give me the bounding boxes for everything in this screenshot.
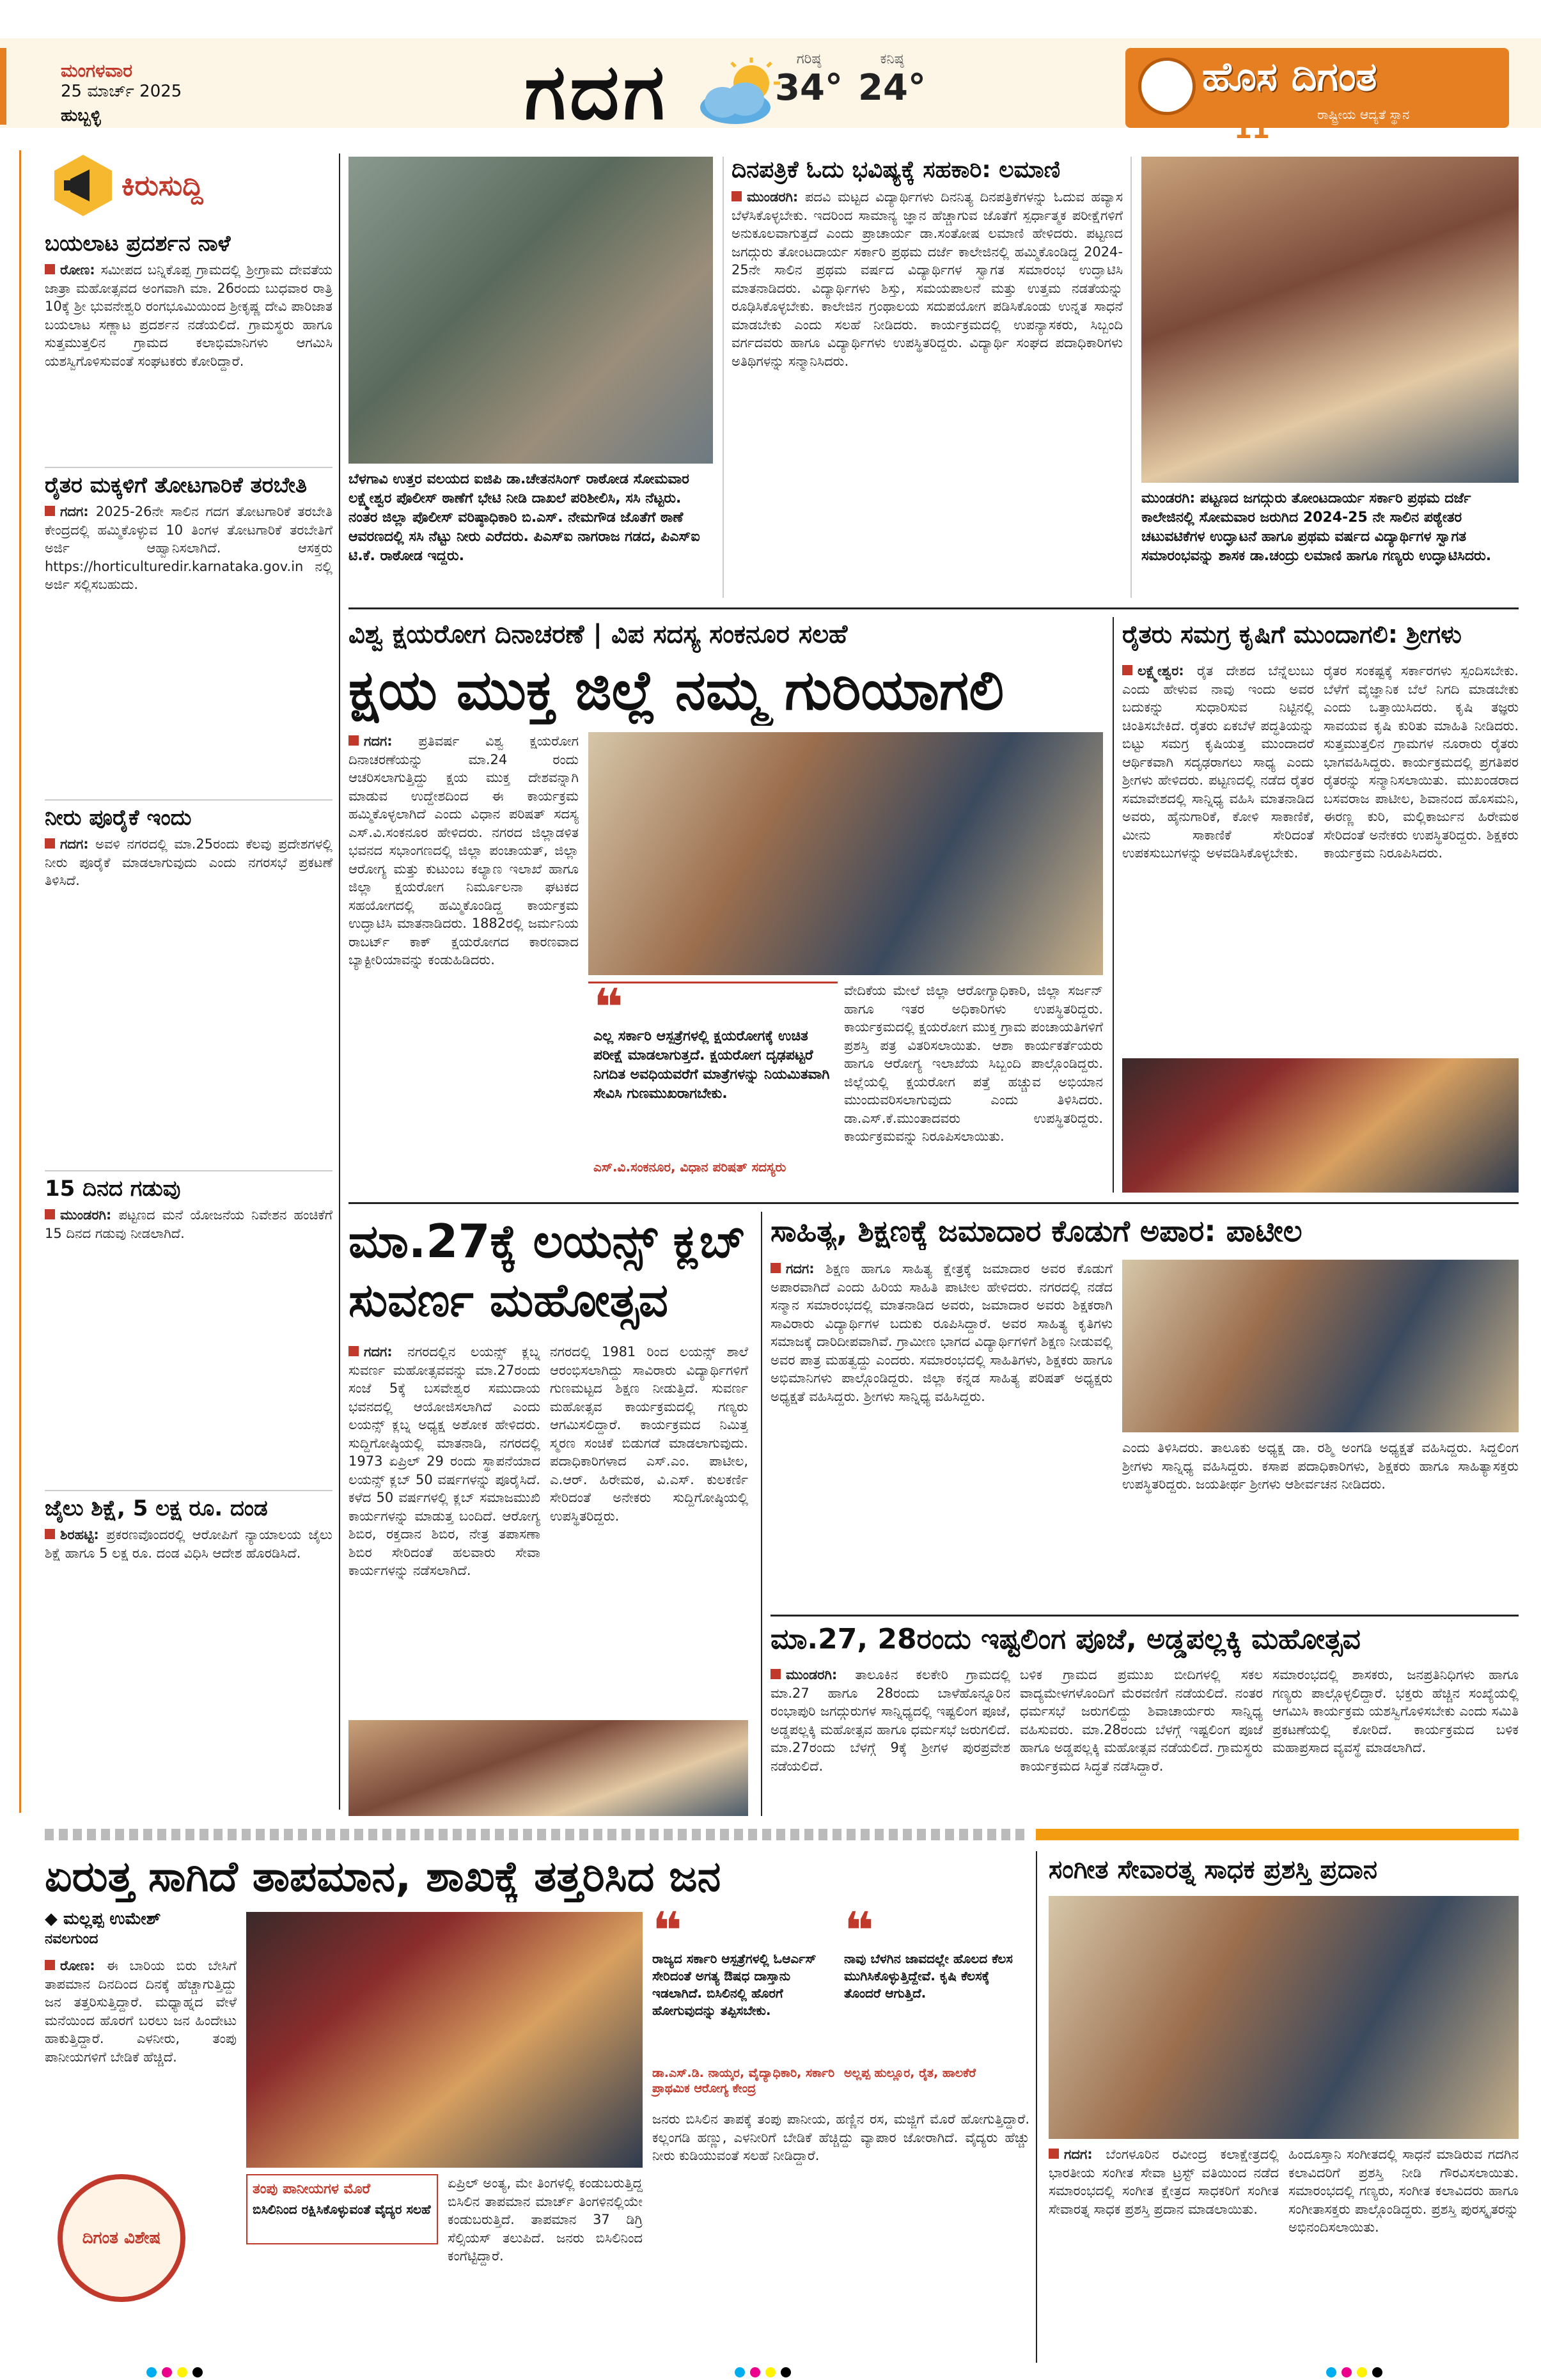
section-divider-stripe xyxy=(45,1829,1029,1840)
sidebar-item xyxy=(45,1170,332,1490)
section-rule xyxy=(348,1202,1519,1204)
dateline: ಗದಗ: xyxy=(1064,2147,1093,2162)
heat-tips-box xyxy=(246,2174,438,2244)
temp-max-value: 34° xyxy=(775,67,843,109)
sahitya-body-text: ಶಿಕ್ಷಣ ಹಾಗೂ ಸಾಹಿತ್ಯ ಕ್ಷೇತ್ರಕ್ಕೆ ಜಮಾದಾರ ಅವರ ಕೊಡುಗೆ ಅಪಾರವಾಗಿದೆ ಎಂದು ಹಿರಿಯ ಸಾಹಿತಿ ಪಾಟೀಲ ಹೇಳಿದರು. ನಗರದಲ್ಲಿ ನಡೆದ ಸನ್ಮಾನ ಸಮಾರಂಭದಲ್ಲಿ ಮಾತನಾಡಿದ ಅವರು, ಜಮಾದಾರ ಅವರು ಶಿಕ್ಷಕರಾಗಿ ಸಾವಿರಾರು ವಿದ್ಯಾರ್ಥಿಗಳ ಬದುಕು ರೂಪಿಸಿದ್ದಾರೆ. ಅವರ ಸಾಹಿತ್ಯ ಕೃತಿಗಳು ಸಮಾಜಕ್ಕೆ ದಾರಿದೀಪವಾಗಿವೆ. ಗ್ರಾಮೀಣ ಭಾಗದ ವಿದ್ಯಾರ್ಥಿಗಳಿಗೆ ಶಿಕ್ಷಣ ನೀಡುವಲ್ಲಿ ಅವರ ಪಾತ್ರ ಮಹತ್ವದ್ದು ಎಂದರು. ಸಮಾರಂಭದಲ್ಲಿ ಸಾಹಿತಿಗಳು, ಶಿಕ್ಷಕರು ಹಾಗೂ ಅಭಿಮಾನಿಗಳು ಪಾಲ್ಗೊಂಡಿದ್ದರು. ಜಿಲ್ಲಾ ಕನ್ನಡ ಸಾಹಿತ್ಯ ಪರಿಷತ್ ಅಧ್ಯಕ್ಷರು ಅಧ್ಯಕ್ಷತೆ ವಹಿಸಿದ್ದರು. ಶ್ರೀಗಳು ಸಾನ್ನಿಧ್ಯ ವಹಿಸಿದ್ದರು. xyxy=(770,1261,1113,1404)
bullet-icon xyxy=(45,1529,55,1539)
sidebar-item-title: ಬಯಲಾಟ ಪ್ರದರ್ಶನ ನಾಳೆ xyxy=(45,231,231,256)
sidebar-item-body: ಸಮೀಪದ ಬನ್ನಿಕೊಪ್ಪ ಗ್ರಾಮದಲ್ಲಿ ಶ್ರೀಗ್ರಾಮ ದೇವತೆಯ ಜಾತ್ರಾ ಮಹೋತ್ಸವದ ಅಂಗವಾಗಿ ಮಾ. 26ರಂದು ಬುಧವಾರ ರಾತ್ರಿ 10ಕ್ಕೆ ಶ್ರೀ ಭುವನೇಶ್ವರಿ ರಂಗಭೂಮಿಯಿಂದ ಶ್ರೀಕೃಷ್ಣ ದೇವಿ ಪಾರಿಜಾತ ಬಯಲಾಟ ಸಣ್ಣಾಟ ಪ್ರದರ್ಶನ ನಡೆಯಲಿದೆ. ಗ್ರಾಮಸ್ಥರು ಹಾಗೂ ಸುತ್ತಮುತ್ತಲಿನ ಗ್ರಾಮದ ಕಲಾಭಿಮಾನಿಗಳು ಆಗಮಿಸಿ ಯಶಸ್ವಿಗೊಳಿಸುವಂತೆ ಸಂಘಟಕರು ಕೋರಿದ್ದಾರೆ. xyxy=(45,262,332,369)
newspaper-reading-story xyxy=(723,157,1132,598)
lions-body: ನಗರದಲ್ಲಿನ ಲಯನ್ಸ್ ಕ್ಲಬ್ನ ಸುವರ್ಣ ಮಹೋತ್ಸವವನ್ನು ಮಾ.27ರಂದು ಸಂಜೆ 5ಕ್ಕೆ ಬಸವೇಶ್ವರ ಸಮುದಾಯ ಭವನದಲ್ಲಿ ಆಯೋಜಿಸಲಾಗಿದೆ ಎಂದು ಲಯನ್ಸ್ ಕ್ಲಬ್ನ ಅಧ್ಯಕ್ಷ ಅಶೋಕ ಹೇಳಿದರು. ಸುದ್ದಿಗೋಷ್ಠಿಯಲ್ಲಿ ಮಾತನಾಡಿ, ನಗರದಲ್ಲಿ 1973 ಏಪ್ರಿಲ್ 29 ರಂದು ಸ್ಥಾಪನೆಯಾದ ಲಯನ್ಸ್ ಕ್ಲಬ್ 50 ವರ್ಷಗಳನ್ನು ಪೂರೈಸಿದೆ. ಕಳೆದ 50 ವರ್ಷಗಳಲ್ಲಿ ಕ್ಲಬ್ ಸಮಾಜಮುಖಿ ಕಾರ್ಯಗಳನ್ನು ಮಾಡುತ್ತ ಬಂದಿದೆ. ಆರೋಗ್ಯ ಶಿಬಿರ, ರಕ್ತದಾನ ಶಿಬಿರ, ನೇತ್ರ ತಪಾಸಣಾ ಶಿಬಿರ ಸೇರಿದಂತೆ ಹಲವಾರು ಸೇವಾ ಕಾರ್ಯಗಳನ್ನು ನಡೆಸಲಾಗಿದೆ. xyxy=(348,1344,540,1578)
bullet-icon xyxy=(1049,2149,1059,2159)
music-body: ಬೆಂಗಳೂರಿನ ರವೀಂದ್ರ ಕಲಾಕ್ಷೇತ್ರದಲ್ಲಿ ಭಾರತೀಯ ಸಂಗೀತ ಸೇವಾ ಟ್ರಸ್ಟ್ ವತಿಯಿಂದ ನಡೆದ ಸಮಾರಂಭದಲ್ಲಿ ಸಂಗೀತ ಕ್ಷೇತ್ರದ ಸಾಧಕರಿಗೆ ಸಂಗೀತ ಸೇವಾರತ್ನ ಸಾಧಕ ಪ್ರಶಸ್ತಿ ಪ್ರದಾನ ಮಾಡಲಾಯಿತು. xyxy=(1049,2147,1279,2217)
registration-marks-right xyxy=(1324,2367,1385,2376)
sidebar-item-body: ಪಟ್ಟಣದ ಮನೆ ಯೋಜನೆಯ ನಿವೇಶನ ಹಂಚಿಕೆಗೆ 15 ದಿನದ ಗಡುವು ನೀಡಲಾಗಿದೆ. xyxy=(45,1207,332,1241)
heat-quote-2 xyxy=(844,1901,1029,2104)
college-event-photo xyxy=(1141,157,1519,483)
dateline: ರೋಣ: xyxy=(60,262,95,278)
dateline: ಗದಗ: xyxy=(364,733,393,749)
sidebar-item-title: ಜೈಲು ಶಿಕ್ಷೆ, 5 ಲಕ್ಷ ರೂ. ದಂಡ xyxy=(45,1496,268,1521)
quote-author: ಅಲ್ಲಪ್ಪ ಹುಲ್ಲೂರ, ರೈತ, ಹಾಲಕೆರೆ xyxy=(844,2066,976,2080)
farm-body: ರೈತ ದೇಶದ ಬೆನ್ನೆಲುಬು ಎಂದು ಹೇಳುವ ನಾವು ಇಂದು ಅವರ ಬದುಕನ್ನು ಸುಧಾರಿಸುವ ನಿಟ್ಟಿನಲ್ಲಿ ಚಿಂತಿಸಬೇಕಿದೆ. ರೈತರು ಏಕಬೆಳೆ ಪದ್ಧತಿಯನ್ನು ಬಿಟ್ಟು ಸಮಗ್ರ ಕೃಷಿಯತ್ತ ಮುಂದಾದರೆ ಆರ್ಥಿಕವಾಗಿ ಸದೃಢರಾಗಲು ಸಾಧ್ಯ ಎಂದು ಶ್ರೀಗಳು ಹೇಳಿದರು. ಪಟ್ಟಣದಲ್ಲಿ ನಡೆದ ರೈತರ ಸಮಾವೇಶದಲ್ಲಿ ಸಾನ್ನಿಧ್ಯ ವಹಿಸಿ ಮಾತನಾಡಿದ ಅವರು, ಹೈನುಗಾರಿಕೆ, ಕೋಳಿ ಸಾಕಾಣಿಕೆ, ಮೀನು ಸಾಕಾಣಿಕೆ ಸೇರಿದಂತೆ ಉಪಕಸುಬುಗಳನ್ನು ಅಳವಡಿಸಿಕೊಳ್ಳಬೇಕು. xyxy=(1122,663,1314,861)
registration-marks-left xyxy=(144,2367,205,2376)
sidebar-item-body: ಅವಳಿ ನಗರದಲ್ಲಿ ಮಾ.25ರಂದು ಕೆಲವು ಪ್ರದೇಶಗಳಲ್ಲಿ ನೀರು ಪೂರೈಕೆ ಮಾಡಲಾಗುವುದು ಎಂದು ನಗರಸಭೆ ಪ್ರಕಟಣೆ ತಿಳಿಸಿದೆ. xyxy=(45,836,332,888)
dateline: ಮುಂಡರಗಿ: xyxy=(786,1667,838,1682)
music-body-col1 xyxy=(1049,2145,1279,2366)
page-number: 11 xyxy=(1234,115,1270,145)
tb-kicker: ವಿಶ್ವ ಕ್ಷಯರೋಗ ದಿನಾಚರಣೆ | ವಿಪ ಸದಸ್ಯ ಸಂಕನೂರ ಸಲಹೆ xyxy=(348,620,848,649)
lions-press-photo xyxy=(348,1720,748,1816)
ishta-body-col1 xyxy=(770,1666,1010,1813)
heat-body: ಈ ಬಾರಿಯ ಬಿರು ಬೇಸಿಗೆ ತಾಪಮಾನ ದಿನದಿಂದ ದಿನಕ್ಕೆ ಹೆಚ್ಚಾಗುತ್ತಿದ್ದು ಜನ ತತ್ತರಿಸುತ್ತಿದ್ದಾರೆ. ಮಧ್ಯಾಹ್ನದ ವೇಳೆ ಮನೆಯಿಂದ ಹೊರಗೆ ಬರಲು ಜನ ಹಿಂದೇಟು ಹಾಕುತ್ತಿದ್ದಾರೆ. ಎಳನೀರು, ತಂಪು ಪಾನೀಯಗಳಿಗೆ ಬೇಡಿಕೆ ಹೆಚ್ಚಿದೆ. xyxy=(45,1958,237,2065)
paper-name: ಹೊಸ ದಿಗಂತ xyxy=(1202,53,1377,100)
section-rule xyxy=(770,1615,1519,1617)
heat-body-col3: ಜನರು ಬಿಸಿಲಿನ ತಾಪಕ್ಕೆ ತಂಪು ಪಾನೀಯ, ಹಣ್ಣಿನ ರಸ, ಮಜ್ಜಿಗೆ ಮೊರೆ ಹೋಗುತ್ತಿದ್ದಾರೆ. ಕಲ್ಲಂಗಡಿ ಹಣ್ಣು, ಎಳನೀರಿಗೆ ಬೇಡಿಕೆ ಹೆಚ್ಚಿದ್ದು ವ್ಯಾಪಾರ ಜೋರಾಗಿದೆ. ವೈದ್ಯರು ಹೆಚ್ಚು ನೀರು ಕುಡಿಯುವಂತೆ ಸಲಹೆ ನೀಡಿದ್ದಾರೆ. xyxy=(652,2111,1029,2163)
megaphone-icon xyxy=(51,153,115,217)
dateline: ಗದಗ: xyxy=(364,1344,393,1359)
temp-max-label: ಗರಿಷ್ಠ xyxy=(796,51,822,67)
special-badge: ದಿಗಂತ ವಿಶೇಷ xyxy=(58,2174,185,2302)
partly-cloudy-icon xyxy=(691,58,786,128)
byline-name: ◆ ಮಲ್ಲಪ್ಪ ಉಮೇಶ್ xyxy=(45,1909,161,1929)
dateline: ಗದಗ: xyxy=(60,836,89,852)
heat-body-col2: ಏಪ್ರಿಲ್ ಅಂತ್ಯ, ಮೇ ತಿಂಗಳಲ್ಲಿ ಕಂಡುಬರುತ್ತಿದ್ದ ಬಿಸಿಲಿನ ತಾಪಮಾನ ಮಾರ್ಚ್ ತಿಂಗಳಿನಲ್ಲಿಯೇ ಕಂಡುಬರುತ್ತಿದೆ. ತಾಪಮಾನ 37 ಡಿಗ್ರಿ ಸೆಲ್ಸಿಯಸ್ ತಲುಪಿದೆ. ಜನರು ಬಿಸಿಲಿನಿಂದ ಕಂಗೆಟ್ಟಿದ್ದಾರೆ. xyxy=(448,2175,643,2264)
tips-title: ತಂಪು ಪಾನೀಯಗಳ ಮೊರೆ xyxy=(253,2181,371,2197)
tb-body-col3: ವೇದಿಕೆಯ ಮೇಲೆ ಜಿಲ್ಲಾ ಆರೋಗ್ಯಾಧಿಕಾರಿ, ಜಿಲ್ಲಾ ಸರ್ಜನ್ ಹಾಗೂ ಇತರ ಅಧಿಕಾರಿಗಳು ಉಪಸ್ಥಿತರಿದ್ದರು. ಕಾರ್ಯಕ್ರಮದಲ್ಲಿ ಕ್ಷಯರೋಗ ಮುಕ್ತ ಗ್ರಾಮ ಪಂಚಾಯತಿಗಳಿಗೆ ಪ್ರಶಸ್ತಿ ಪತ್ರ ವಿತರಿಸಲಾಯಿತು. ಆಶಾ ಕಾರ್ಯಕರ್ತೆಯರು ಹಾಗೂ ಆರೋಗ್ಯ ಇಲಾಖೆಯ ಸಿಬ್ಬಂದಿ ಪಾಲ್ಗೊಂಡಿದ್ದರು. ಜಿಲ್ಲೆಯಲ್ಲಿ ಕ್ಷಯರೋಗ ಪತ್ತೆ ಹಚ್ಚುವ ಅಭಿಯಾನ ಮುಂದುವರಿಸಲಾಗುವುದು ಎಂದು ತಿಳಿಸಿದರು. ಡಾ.ಎಸ್.ಕೆ.ಮುಂತಾದವರು ಉಪಸ್ಥಿತರಿದ್ದರು. ಕಾರ್ಯಕ್ರಮವನ್ನು ನಿರೂಪಿಸಲಾಯಿತು. xyxy=(844,983,1103,1144)
dateline: ರೋಣ: xyxy=(60,1958,95,1973)
tb-body: ಪ್ರತಿವರ್ಷ ವಿಶ್ವ ಕ್ಷಯರೋಗ ದಿನಾಚರಣೆಯನ್ನು ಮಾ.24 ರಂದು ಆಚರಿಸಲಾಗುತ್ತಿದ್ದು ಕ್ಷಯ ಮುಕ್ತ ದೇಶವನ್ನಾಗಿ ಮಾಡುವ ಉದ್ದೇಶದಿಂದ ಈ ಕಾರ್ಯಕ್ರಮ ಹಮ್ಮಿಕೊಳ್ಳಲಾಗಿದೆ ಎಂದು ವಿಧಾನ ಪರಿಷತ್ ಸದಸ್ಯ ಎಸ್.ವಿ.ಸಂಕನೂರ ಹೇಳಿದರು. ನಗರದ ಜಿಲ್ಲಾಡಳಿತ ಭವನದ ಸಭಾಂಗಣದಲ್ಲಿ ಜಿಲ್ಲಾ ಪಂಚಾಯತ್, ಜಿಲ್ಲಾ ಆರೋಗ್ಯ ಮತ್ತು ಕುಟುಂಬ ಕಲ್ಯಾಣ ಇಲಾಖೆ ಹಾಗೂ ಜಿಲ್ಲಾ ಕ್ಷಯರೋಗ ನಿರ್ಮೂಲನಾ ಘಟಕದ ಸಹಯೋಗದಲ್ಲಿ ಹಮ್ಮಿಕೊಂಡಿದ್ದ ಕಾರ್ಯಕ್ರಮ ಉದ್ಘಾಟಿಸಿ ಮಾತನಾಡಿದರು. 1882ರಲ್ಲಿ ಜರ್ಮನಿಯ ರಾಬರ್ಟ್ ಕಾಕ್ ಕ್ಷಯರೋಗದ ಕಾರಣವಾದ ಬ್ಯಾಕ್ಟೀರಿಯಾವನ್ನು ಕಂಡುಹಿಡಿದರು. xyxy=(348,733,579,967)
bullet-icon xyxy=(1122,665,1132,675)
dateline: ಗದಗ: xyxy=(786,1261,815,1276)
column-rule xyxy=(339,153,340,1810)
tb-quote-author: ಎಸ್.ವಿ.ಸಂಕನೂರ, ವಿಧಾನ ಪರಿಷತ್ ಸದಸ್ಯರು xyxy=(593,1159,786,1175)
bullet-icon xyxy=(45,506,55,516)
bullet-icon xyxy=(348,735,359,746)
sidebar-item xyxy=(45,1490,332,1797)
sidebar-news xyxy=(45,230,332,1803)
tb-body-col1 xyxy=(348,732,579,1193)
farm-body-col1 xyxy=(1122,662,1314,1052)
registration-marks-center xyxy=(732,2367,794,2376)
sidebar-item-body: ಪ್ರಕರಣವೊಂದರಲ್ಲಿ ಆರೋಪಿಗೆ ನ್ಯಾಯಾಲಯ ಜೈಲು ಶಿಕ್ಷೆ ಹಾಗೂ 5 ಲಕ್ಷ ರೂ. ದಂಡ ವಿಧಿಸಿ ಆದೇಶ ಹೊರಡಿಸಿದೆ. xyxy=(45,1527,332,1561)
tb-quote-box xyxy=(588,978,838,1193)
sidebar-item xyxy=(45,230,332,467)
music-award-photo xyxy=(1049,1896,1519,2139)
quote-icon: ❝ xyxy=(652,1901,682,1961)
paper-tagline: ರಾಷ್ಟ್ರೀಯ ಆದ್ಯತೆ ಸ್ಥಾನ xyxy=(1317,107,1410,122)
tb-event-photo xyxy=(588,732,1103,975)
dateline: ಗದಗ: xyxy=(60,504,89,519)
dateline: ಮುಂಡರಗಿ: xyxy=(60,1207,112,1223)
edition-title: ಗದಗ xyxy=(524,48,669,137)
ishta-body-col2: ಬಳಿಕ ಗ್ರಾಮದ ಪ್ರಮುಖ ಬೀದಿಗಳಲ್ಲಿ ಸಕಲ ವಾದ್ಯಮೇಳಗಳೊಂದಿಗೆ ಮೆರವಣಿಗೆ ನಡೆಯಲಿದೆ. ನಂತರ ಧರ್ಮಸಭೆ ಜರುಗಲಿದ್ದು ಶಿವಾಚಾರ್ಯರು ಸಾನ್ನಿಧ್ಯ ವಹಿಸುವರು. ಮಾ.28ರಂದು ಬೆಳಗ್ಗೆ ಇಷ್ಟಲಿಂಗ ಪೂಜೆ ಹಾಗೂ ಅಡ್ಡಪಲ್ಲಕ್ಕಿ ಮಹೋತ್ಸವ ನಡೆಯಲಿದೆ. ಗ್ರಾಮಸ್ಥರು ಕಾರ್ಯಕ್ರಮದ ಸಿದ್ಧತೆ ನಡೆಸಿದ್ದಾರೆ. xyxy=(1020,1667,1263,1774)
sahitya-event-photo xyxy=(1122,1260,1519,1432)
section-divider-orange xyxy=(1036,1829,1519,1840)
quote-text: ರಾಜ್ಯದ ಸರ್ಕಾರಿ ಆಸ್ಪತ್ರೆಗಳಲ್ಲಿ ಓಆರ್ಎಸ್ ಸೇರಿದಂತೆ ಅಗತ್ಯ ಔಷಧ ದಾಸ್ತಾನು ಇಡಲಾಗಿದೆ. ಬಿಸಿಲಿನಲ್ಲಿ ಹೊರಗೆ ಹೋಗುವುದನ್ನು ತಪ್ಪಿಸಬೇಕು. xyxy=(652,1951,817,2018)
dateline: ಶಿರಹಟ್ಟಿ: xyxy=(60,1527,99,1542)
farm-body-col2: ರೈತರ ಸಂಕಷ್ಟಕ್ಕೆ ಸರ್ಕಾರಗಳು ಸ್ಪಂದಿಸಬೇಕು. ಬೆಳೆಗೆ ವೈಜ್ಞಾನಿಕ ಬೆಲೆ ನಿಗದಿ ಮಾಡಬೇಕು ಎಂದು ಒತ್ತಾಯಿಸಿದರು. ಕೃಷಿ ತಜ್ಞರು ಸಾವಯವ ಕೃಷಿ ಕುರಿತು ಮಾಹಿತಿ ನೀಡಿದರು. ಸುತ್ತಮುತ್ತಲಿನ ಗ್ರಾಮಗಳ ನೂರಾರು ರೈತರು ಭಾಗವಹಿಸಿದ್ದರು. ಕಾರ್ಯಕ್ರಮದಲ್ಲಿ ಪ್ರಗತಿಪರ ರೈತರನ್ನು ಸನ್ಮಾನಿಸಲಾಯಿತು. ಮುಖಂಡರಾದ ಬಸವರಾಜ ಪಾಟೀಲ, ಶಿವಾನಂದ ಹೊಸಮನಿ, ಈರಣ್ಣ ಕುರಿ, ಮಲ್ಲಿಕಾರ್ಜುನ ಹಿರೇಮಠ ಸೇರಿದಂತೆ ಅನೇಕರು ಉಪಸ್ಥಿತರಿದ್ದರು. ಶಿಕ್ಷಕರು ಕಾರ್ಯಕ್ರಮ ನಿರೂಪಿಸಿದರು. xyxy=(1324,663,1519,861)
bullet-icon xyxy=(770,1263,781,1273)
byline-place: ನವಲಗುಂದ xyxy=(45,1931,98,1947)
newspaper-logo xyxy=(1125,48,1509,128)
date-label: 25 ಮಾರ್ಚ್ 2025 xyxy=(61,82,182,101)
sidebar-item xyxy=(45,467,332,799)
story-body: ಪದವಿ ಮಟ್ಟದ ವಿದ್ಯಾರ್ಥಿಗಳು ದಿನನಿತ್ಯ ದಿನಪತ್ರಿಕೆಗಳನ್ನು ಓದುವ ಹವ್ಯಾಸ ಬೆಳೆಸಿಕೊಳ್ಳಬೇಕು. ಇದರಿಂದ ಸಾಮಾನ್ಯ ಜ್ಞಾನ ಹೆಚ್ಚಾಗುವ ಜೊತೆಗೆ ಸ್ಪರ್ಧಾತ್ಮಕ ಪರೀಕ್ಷೆಗಳಿಗೆ ಅನುಕೂಲವಾಗುತ್ತದೆ ಎಂದು ಪ್ರಾಚಾರ್ಯ ಡಾ.ಸಂತೋಷ ಲಮಾಣಿ ಹೇಳಿದರು. ಪಟ್ಟಣದ ಜಗದ್ಗುರು ತೋಂಟದಾರ್ಯ ಸರ್ಕಾರಿ ಪ್ರಥಮ ದರ್ಜೆ ಕಾಲೇಜಿನಲ್ಲಿ ಹಮ್ಮಿಕೊಂಡಿದ್ದ 2024-25ನೇ ಸಾಲಿನ ಪ್ರಥಮ ವರ್ಷದ ವಿದ್ಯಾರ್ಥಿಗಳ ಸ್ವಾಗತ ಸಮಾರಂಭ ಉದ್ಘಾಟಿಸಿ ಮಾತನಾಡಿದರು. ವಿದ್ಯಾರ್ಥಿಗಳು ಶಿಸ್ತು, ಸಮಯಪಾಲನೆ ಮತ್ತು ಉತ್ತಮ ನಡತೆಯನ್ನು ರೂಢಿಸಿಕೊಳ್ಳಬೇಕು. ಕಾಲೇಜಿನ ಗ್ರಂಥಾಲಯ ಸದುಪಯೋಗ ಪಡಿಸಿಕೊಂಡು ಉನ್ನತ ಸಾಧನೆ ಮಾಡಬೇಕು ಎಂದು ಸಲಹೆ ನೀಡಿದರು. ಕಾರ್ಯಕ್ರಮದಲ್ಲಿ ಉಪನ್ಯಾಸಕರು, ಸಿಬ್ಬಂದಿ ವರ್ಗದವರು ಹಾಗೂ ವಿದ್ಯಾರ್ಥಿಗಳು ಉಪಸ್ಥಿತರಿದ್ದರು. ವಿದ್ಯಾರ್ಥಿ ಸಂಘದ ಪದಾಧಿಕಾರಿಗಳು ಅತಿಥಿಗಳನ್ನು ಸನ್ಮಾನಿಸಿದರು. xyxy=(731,189,1123,369)
lions-headline: ಮಾ.27ಕ್ಕೆ ಲಯನ್ಸ್ ಕ್ಲಬ್ ಸುವರ್ಣ ಮಹೋತ್ಸವ xyxy=(348,1214,746,1327)
heat-quote-1 xyxy=(652,1901,838,2104)
bullet-icon xyxy=(770,1669,781,1679)
temp-min-value: 24° xyxy=(858,67,926,109)
dateline: ಲಕ್ಷ್ಮೇಶ್ವರ: xyxy=(1138,663,1184,678)
temp-min-label: ಕನಿಷ್ಠ xyxy=(880,51,904,67)
bullet-icon xyxy=(45,264,55,274)
sidebar-brand-label: ಕಿರುಸುದ್ದಿ xyxy=(121,169,203,202)
city-label: ಹುಬ್ಬಳ್ಳಿ xyxy=(61,106,101,125)
tb-quote: ಎಲ್ಲ ಸರ್ಕಾರಿ ಆಸ್ಪತ್ರೆಗಳಲ್ಲಿ ಕ್ಷಯರೋಗಕ್ಕೆ ಉಚಿತ ಪರೀಕ್ಷೆ ಮಾಡಲಾಗುತ್ತದೆ. ಕ್ಷಯರೋಗ ದೃಢಪಟ್ಟರೆ ನಿಗದಿತ ಅವಧಿಯವರೆಗೆ ಮಾತ್ರೆಗಳನ್ನು ನಿಯಮಿತವಾಗಿ ಸೇವಿಸಿ ಗುಣಮುಖರಾಗಬೇಕು. xyxy=(593,1028,830,1102)
date-block xyxy=(61,61,182,126)
sidebar-item-body: 2025-26ನೇ ಸಾಲಿನ ಗದಗ ತೋಟಗಾರಿಕೆ ತರಬೇತಿ ಕೇಂದ್ರದಲ್ಲಿ ಹಮ್ಮಿಕೊಳ್ಳುವ 10 ತಿಂಗಳ ತೋಟಗಾರಿಕೆ ತರಬೇತಿಗೆ ಅರ್ಜಿ ಆಹ್ವಾನಿಸಲಾಗಿದೆ. ಆಸಕ್ತರು https://horticulturedir.karnataka.gov.in ನಲ್ಲಿ ಅರ್ಜಿ ಸಲ್ಲಿಸಬಹುದು. xyxy=(45,504,332,592)
lions-body-col1 xyxy=(348,1343,540,1739)
bullet-icon xyxy=(45,1960,55,1970)
sahitya-body xyxy=(770,1260,1113,1605)
ishta-headline: ಮಾ.27, 28ರಂದು ಇಷ್ಟಲಿಂಗ ಪೂಜೆ, ಅಡ್ಡಪಲ್ಲಕ್ಕಿ ಮಹೋತ್ಸವ xyxy=(770,1623,1361,1656)
sidebar-item-title: 15 ದಿನದ ಗಡುವು xyxy=(45,1176,181,1202)
ishta-body-col3: ಸಮಾರಂಭದಲ್ಲಿ ಶಾಸಕರು, ಜನಪ್ರತಿನಿಧಿಗಳು ಹಾಗೂ ಗಣ್ಯರು ಪಾಲ್ಗೊಳ್ಳಲಿದ್ದಾರೆ. ಭಕ್ತರು ಹೆಚ್ಚಿನ ಸಂಖ್ಯೆಯಲ್ಲಿ ಆಗಮಿಸಿ ಕಾರ್ಯಕ್ರಮ ಯಶಸ್ವಿಗೊಳಿಸಬೇಕು ಎಂದು ಸಮಿತಿ ಪ್ರಕಟಣೆಯಲ್ಲಿ ಕೋರಿದೆ. ಕಾರ್ಯಕ್ರಮದ ಬಳಿಕ ಮಹಾಪ್ರಸಾದ ವ್ಯವಸ್ಥೆ ಮಾಡಲಾಗಿದೆ. xyxy=(1272,1667,1519,1755)
sidebar-item xyxy=(45,799,332,1170)
ishta-body: ತಾಲೂಕಿನ ಕಲಕೇರಿ ಗ್ರಾಮದಲ್ಲಿ ಮಾ.27 ಹಾಗೂ 28ರಂದು ಬಾಳೆಹೊನ್ನೂರಿನ ರಂಭಾಪುರಿ ಜಗದ್ಗುರುಗಳ ಸಾನ್ನಿಧ್ಯದಲ್ಲಿ ಇಷ್ಟಲಿಂಗ ಪೂಜೆ, ಅಡ್ಡಪಲ್ಲಕ್ಕಿ ಮಹೋತ್ಸವ ಹಾಗೂ ಧರ್ಮಸಭೆ ಜರುಗಲಿದೆ. ಮಾ.27ರಂದು ಬೆಳಗ್ಗೆ 9ಕ್ಕೆ ಶ್ರೀಗಳ ಪುರಪ್ರವೇಶ ನಡೆಯಲಿದೆ. xyxy=(770,1667,1010,1774)
heat-byline xyxy=(45,1909,237,1953)
sidebar-brand xyxy=(51,153,326,224)
heat-body-col1 xyxy=(45,1957,237,2174)
farm-headline: ರೈತರು ಸಮಗ್ರ ಕೃಷಿಗೆ ಮುಂದಾಗಲಿ: ಶ್ರೀಗಳು xyxy=(1122,620,1462,648)
quote-author: ಡಾ.ಎಸ್.ಡಿ. ನಾಯ್ಕರ, ವೈದ್ಯಾಧಿಕಾರಿ, ಸರ್ಕಾರಿ ಪ್ರಾಥಮಿಕ ಆರೋಗ್ಯ ಕೇಂದ್ರ xyxy=(652,2066,835,2095)
farm-event-photo xyxy=(1122,1058,1519,1193)
quote-text: ನಾವು ಬೆಳಗಿನ ಜಾವದಲ್ಲೇ ಹೊಲದ ಕೆಲಸ ಮುಗಿಸಿಕೊಳ್ಳುತ್ತಿದ್ದೇವೆ. ಕೃಷಿ ಕೆಲಸಕ್ಕೆ ತೊಂದರೆ ಆಗುತ್ತಿದೆ. xyxy=(844,1951,1013,2001)
story-headline: ದಿನಪತ್ರಿಕೆ ಓದು ಭವಿಷ್ಯಕ್ಕೆ ಸಹಕಾರಿ: ಲಮಾಣಿ xyxy=(731,157,1061,183)
bullet-icon xyxy=(731,191,742,201)
heat-photo xyxy=(246,1912,643,2168)
music-headline: ಸಂಗೀತ ಸೇವಾರತ್ನ ಸಾಧಕ ಪ್ರಶಸ್ತಿ ಪ್ರದಾನ xyxy=(1049,1855,1377,1884)
column-rule xyxy=(761,1212,762,1816)
quote-icon: ❝ xyxy=(593,978,623,1037)
column-rule xyxy=(1036,1851,1037,2363)
heat-headline: ಏರುತ್ತ ಸಾಗಿದೆ ತಾಪಮಾನ, ಶಾಖಕ್ಕೆ ತತ್ತರಿಸಿದ ಜನ xyxy=(45,1852,721,1901)
logo-emblem-icon xyxy=(1138,58,1196,115)
section-rule xyxy=(348,607,1519,609)
bullet-icon xyxy=(348,1346,359,1356)
tb-headline: ಕ್ಷಯ ಮುಕ್ತ ಜಿಲ್ಲೆ ನಮ್ಮ ಗುರಿಯಾಗಲಿ xyxy=(348,659,1005,723)
police-photo-caption: ಬೆಳಗಾವಿ ಉತ್ತರ ವಲಯದ ಐಜಿಪಿ ಡಾ.ಚೇತನಸಿಂಗ್ ರಾಠೋಡ ಸೋಮವಾರ ಲಕ್ಷ್ಮೇಶ್ವರ ಪೊಲೀಸ್ ಠಾಣೆಗೆ ಭೇಟಿ ನೀಡಿ ದಾಖಲೆ ಪರಿಶೀಲಿಸಿ, ಸಸಿ ನೆಟ್ಟರು. ನಂತರ ಜಿಲ್ಲಾ ಪೊಲೀಸ್ ವರಿಷ್ಠಾಧಿಕಾರಿ ಬಿ.ಎಸ್. ನೇಮಗೌಡ ಜೊತೆಗೆ ಠಾಣೆ ಆವರಣದಲ್ಲಿ ಸಸಿ ನೆಟ್ಟು ನೀರು ಎರೆದರು. ಪಿಎಸ್ಐ ನಾಗರಾಜ ಗಡದ, ಪಿಎಸ್ಐ ಟಿ.ಕೆ. ರಾಠೋಡ ಇದ್ದರು. xyxy=(348,471,700,564)
tips-subtitle: ಬಿಸಿಲಿನಿಂದ ರಕ್ಷಿಸಿಕೊಳ್ಳುವಂತೆ ವೈದ್ಯರ ಸಲಹೆ xyxy=(253,2202,431,2217)
sidebar-divider xyxy=(19,150,21,1813)
bullet-icon xyxy=(45,838,55,849)
sahitya-body-right: ಎಂದು ತಿಳಿಸಿದರು. ತಾಲೂಕು ಅಧ್ಯಕ್ಷ ಡಾ. ರಶ್ಮಿ ಅಂಗಡಿ ಅಧ್ಯಕ್ಷತೆ ವಹಿಸಿದ್ದರು. ಸಿದ್ದಲಿಂಗ ಶ್ರೀಗಳು ಸಾನ್ನಿಧ್ಯ ವಹಿಸಿದ್ದರು. ಕಸಾಪ ಪದಾಧಿಕಾರಿಗಳು, ಶಿಕ್ಷಕರು ಹಾಗೂ ಸಾಹಿತ್ಯಾಸಕ್ತರು ಉಪಸ್ಥಿತರಿದ್ದರು. ಜಯತೀರ್ಥ ಶ್ರೀಗಳು ಆಶೀರ್ವಚನ ನೀಡಿದರು. xyxy=(1122,1440,1519,1492)
masthead-accent xyxy=(0,48,6,125)
day-label: ಮಂಗಳವಾರ xyxy=(61,60,133,81)
masthead xyxy=(0,0,1541,147)
sahitya-headline: ಸಾಹಿತ್ಯ, ಶಿಕ್ಷಣಕ್ಕೆ ಜಮಾದಾರ ಕೊಡುಗೆ ಅಪಾರ: ಪಾಟೀಲ xyxy=(770,1214,1302,1248)
column-rule xyxy=(1113,617,1114,1193)
music-body-col2: ಹಿಂದೂಸ್ತಾನಿ ಸಂಗೀತದಲ್ಲಿ ಸಾಧನೆ ಮಾಡಿರುವ ಗದಗಿನ ಕಲಾವಿದರಿಗೆ ಪ್ರಶಸ್ತಿ ನೀಡಿ ಗೌರವಿಸಲಾಯಿತು. ಸಮಾರಂಭದಲ್ಲಿ ಗಣ್ಯರು, ಸಂಗೀತ ಕಲಾವಿದರು ಹಾಗೂ ಸಂಗೀತಾಸಕ್ತರು ಪಾಲ್ಗೊಂಡಿದ್ದರು. ಪ್ರಶಸ್ತಿ ಪುರಸ್ಕೃತರನ್ನು ಅಭಿನಂದಿಸಲಾಯಿತು. xyxy=(1288,2147,1519,2235)
sidebar-item-title: ರೈತರ ಮಕ್ಕಳಿಗೆ ತೋಟಗಾರಿಕೆ ತರಬೇತಿ xyxy=(45,473,308,498)
sidebar-item-title: ನೀರು ಪೂರೈಕೆ ಇಂದು xyxy=(45,805,192,831)
college-event-caption: ಮುಂಡರಗಿ: ಪಟ್ಟಣದ ಜಗದ್ಗುರು ತೋಂಟದಾರ್ಯ ಸರ್ಕಾರಿ ಪ್ರಥಮ ದರ್ಜೆ ಕಾಲೇಜಿನಲ್ಲಿ ಸೋಮವಾರ ಜರುಗಿದ 2024-25 ನೇ ಸಾಲಿನ ಪಠ್ಯೇತರ ಚಟುವಟಿಕೆಗಳ ಉದ್ಘಾಟನೆ ಹಾಗೂ ಪ್ರಥಮ ವರ್ಷದ ವಿದ್ಯಾರ್ಥಿಗಳ ಸ್ವಾಗತ ಸಮಾರಂಭವನ್ನು ಶಾಸಕ ಡಾ.ಚಂದ್ರು ಲಮಾಣಿ ಹಾಗೂ ಗಣ್ಯರು ಉದ್ಘಾಟಿಸಿದರು. xyxy=(1141,490,1492,564)
dateline: ಮುಂಡರಗಿ: xyxy=(747,189,799,205)
lions-body-col2: ನಗರದಲ್ಲಿ 1981 ರಿಂದ ಲಯನ್ಸ್ ಶಾಲೆ ಆರಂಭಿಸಲಾಗಿದ್ದು ಸಾವಿರಾರು ವಿದ್ಯಾರ್ಥಿಗಳಿಗೆ ಗುಣಮಟ್ಟದ ಶಿಕ್ಷಣ ನೀಡುತ್ತಿದೆ. ಸುವರ್ಣ ಮಹೋತ್ಸವ ಕಾರ್ಯಕ್ರಮದಲ್ಲಿ ಗಣ್ಯರು ಆಗಮಿಸಲಿದ್ದಾರೆ. ಕಾರ್ಯಕ್ರಮದ ನಿಮಿತ್ತ ಸ್ಮರಣ ಸಂಚಿಕೆ ಬಿಡುಗಡೆ ಮಾಡಲಾಗುವುದು. ಪದಾಧಿಕಾರಿಗಳಾದ ಎಸ್.ಎಂ. ಪಾಟೀಲ, ಎ.ಆರ್. ಹಿರೇಮಠ, ವಿ.ಎಸ್. ಕುಲಕರ್ಣಿ ಸೇರಿದಂತೆ ಅನೇಕರು ಸುದ್ದಿಗೋಷ್ಠಿಯಲ್ಲಿ ಉಪಸ್ಥಿತರಿದ್ದರು. xyxy=(550,1344,748,1524)
temperature-block xyxy=(774,51,966,128)
police-photo xyxy=(348,157,713,464)
quote-icon: ❝ xyxy=(844,1901,874,1961)
bullet-icon xyxy=(45,1209,55,1219)
